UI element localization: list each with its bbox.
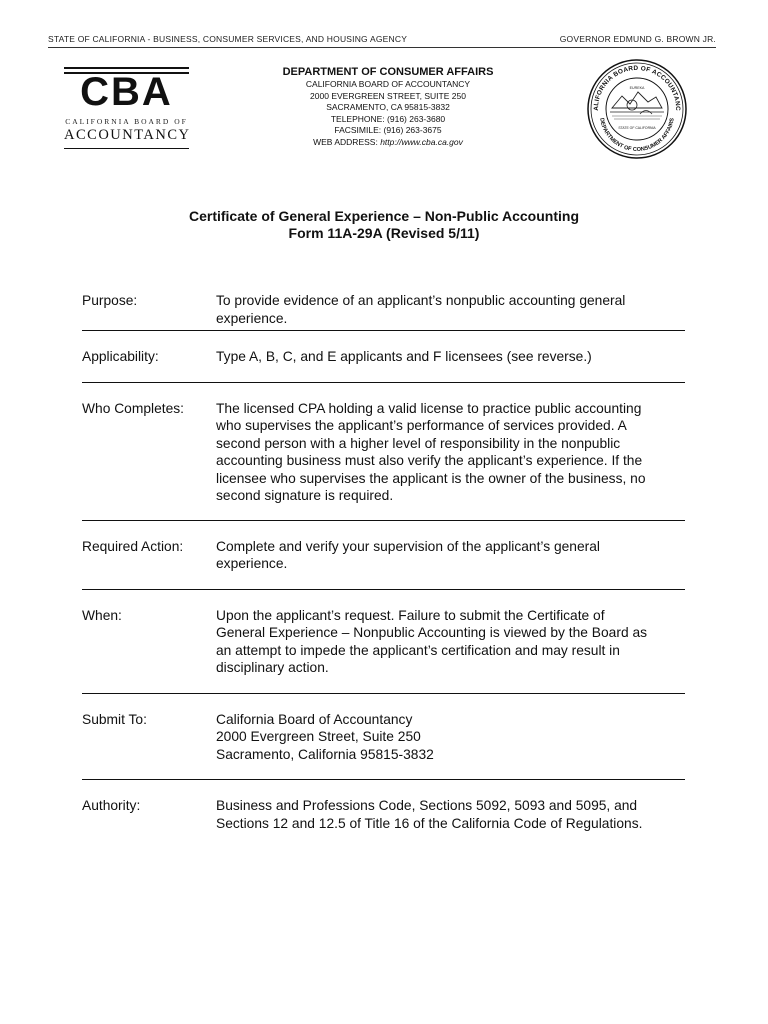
row-value-line: who supervises the applicant’s performance of services provided. A: [216, 418, 627, 433]
row-value-line: experience.: [216, 310, 288, 326]
logo-letters: CBA: [80, 70, 173, 111]
row-value-line: experience.: [216, 556, 288, 571]
row-authority: [82, 797, 685, 832]
row-value-line: Business and Professions Code, Sections 5092, 5093 and 5095, and: [216, 798, 638, 813]
row-value-line: Sections 12 and 12.5 of Title 16 of the California Code of Regulations.: [216, 815, 643, 831]
agency-line: STATE OF CALIFORNIA - BUSINESS, CONSUMER SERVICES, AND HOUSING AGENCY: [48, 34, 408, 44]
seal-outer-text: ALIFORNIA BOARD OF ACCOUNTANC: [592, 64, 682, 112]
row-applicability: [82, 348, 685, 366]
row-purpose: [82, 292, 685, 327]
row-value-line: 2000 Evergreen Street, Suite 250: [216, 729, 421, 744]
row-value-line: Sacramento, California 95815-3832: [216, 746, 434, 762]
department-line: CALIFORNIA BOARD OF ACCOUNTANCY: [305, 79, 471, 89]
row-label: Who Completes:: [82, 400, 184, 416]
row-value: [216, 797, 685, 832]
logo-rule: [64, 148, 189, 149]
department-line: 2000 EVERGREEN STREET, SUITE 250: [310, 90, 466, 101]
department-block: [268, 66, 508, 148]
row-value: [216, 607, 685, 677]
department-line: FACSIMILE: (916) 263-3675: [334, 125, 442, 135]
row-value-line: disciplinary action.: [216, 660, 329, 675]
row-label: Required Action:: [82, 538, 184, 554]
row-value-line: an attempt to impede the applicant’s certification and may result in: [216, 642, 620, 658]
row-value-line: Upon the applicant’s request. Failure to submit the Certificate of: [216, 607, 605, 623]
row-value: [216, 292, 685, 327]
form-number: Form 11A-29A (Revised 5/11): [288, 225, 480, 241]
row-value-line: licensee who supervises the applicant is the owner of the business, no: [216, 470, 646, 486]
department-line: TELEPHONE: (916) 263-3680: [330, 113, 446, 124]
row-value: [216, 538, 685, 573]
cba-logo-mark: [64, 67, 189, 111]
row-label: Submit To:: [82, 711, 147, 727]
row-value-line: General Experience – Nonpublic Accounting is viewed by the Board as: [216, 625, 648, 640]
row-when: [82, 607, 685, 677]
seal-state-text: STATE OF CALIFORNIA: [618, 126, 656, 130]
row-value: [216, 711, 685, 764]
row-value-line: Type A, B, C, and E applicants and F licensees (see reverse.): [216, 349, 592, 364]
seal-motto: EUREKA: [629, 86, 645, 90]
row-value-line: Complete and verify your supervision of the applicant’s general: [216, 538, 600, 554]
row-who-completes: [82, 400, 685, 505]
web-address-link[interactable]: http://www.cba.ca.gov: [380, 136, 463, 147]
row-value-line: To provide evidence of an applicant’s nonpublic accounting general: [216, 293, 626, 308]
row-label: When:: [82, 607, 122, 623]
seal-inner-text: DEPARTMENT OF CONSUMER AFFAIRS: [598, 117, 676, 154]
form-title-block: [0, 208, 768, 242]
row-value-line: second signature is required.: [216, 488, 394, 503]
row-value: [216, 400, 685, 505]
row-required-action: [82, 538, 685, 573]
department-line: SACRAMENTO, CA 95815-3832: [326, 102, 450, 112]
row-submit-to: [82, 711, 685, 764]
header-rule: [48, 47, 716, 48]
row-label: Authority:: [82, 798, 141, 813]
row-value-line: accounting business must also verify the applicant’s experience. If the: [216, 453, 643, 468]
row-value-line: second person with a higher level of responsibility in the nonpublic: [216, 435, 621, 451]
board-seal: [586, 58, 688, 160]
row-label: Purpose:: [82, 293, 138, 308]
governor-line: GOVERNOR EDMUND G. BROWN JR.: [559, 34, 716, 44]
seal-graphic: [586, 58, 688, 160]
instructions-table: [82, 292, 685, 832]
form-title: Certificate of General Experience – Non-Public Accounting: [188, 208, 579, 224]
row-value-line: California Board of Accountancy: [216, 711, 413, 727]
logo-subtitle: CALIFORNIA BOARD OF: [65, 117, 188, 126]
svg-text:DEPARTMENT OF CONSUMER AFFAIRS: [598, 117, 676, 153]
row-value-line: The licensed CPA holding a valid license to practice public accounting: [216, 400, 642, 416]
row-label: Applicability:: [82, 349, 159, 364]
svg-text:CALIFORNIA BOARD OF ACCOUNTANC: [586, 58, 681, 111]
department-title: DEPARTMENT OF CONSUMER AFFAIRS: [282, 66, 494, 78]
web-address-line: [268, 137, 508, 149]
web-address-label: WEB ADDRESS:: [313, 136, 378, 147]
row-value: [216, 348, 685, 366]
logo-name: ACCOUNTANCY: [64, 127, 191, 143]
cba-logo: [64, 67, 189, 149]
agency-header: [48, 34, 716, 44]
